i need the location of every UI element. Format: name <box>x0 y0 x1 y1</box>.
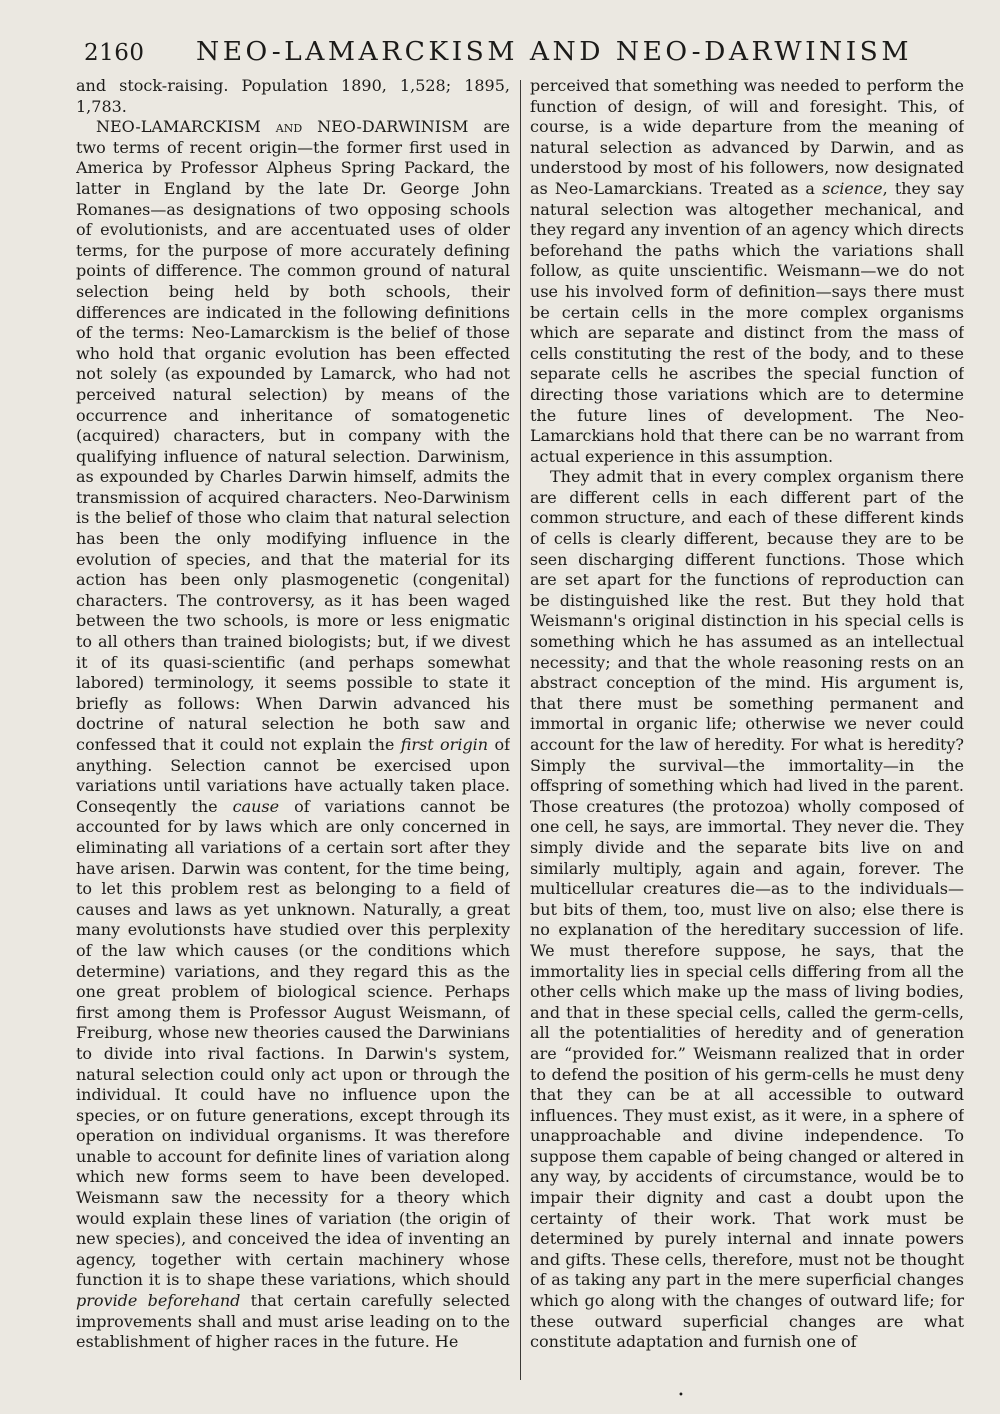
entry-headword-2: NEO-DARWINISM <box>317 117 469 137</box>
print-speck: • <box>678 1390 684 1401</box>
body-text: , they say natural selection was altogether mechanical, and they regard any invention of an agency which directs beforehand the paths which the variations shall follow, as quite unscientific. Weismann—we do not use his involved form of definition—says there must be certain cells in the more complex organisms which are separate and distinct from the mass of cells constituting the rest of the body, and to these separate cells he ascribes the special function of directing those variations which are to determine the future lines of development. The Neo-Lamarckians hold that there can be no warrant from actual experience in this assumption. <box>530 178 964 466</box>
entry-headword: NEO-LAMARCKISM <box>96 117 261 137</box>
italic-text: first origin <box>400 735 489 754</box>
entry-headword-joiner: and <box>275 117 303 137</box>
page-header <box>84 36 912 70</box>
right-column <box>530 76 964 1406</box>
body-text: of anything. Selection cannot be exercised upon variations until variations have actually taken place. Conseqently the <box>76 735 510 816</box>
entry-paragraph <box>76 117 510 1353</box>
italic-text: science <box>822 178 883 198</box>
italic-text: cause <box>232 796 280 816</box>
column-divider <box>520 80 521 1380</box>
body-text: are two terms of recent origin—the former first used in America by Professor Alpheus Spring Packard, the latter in England by the late Dr. George John Romanes—as designations of two opposing schools of evolutionists, and are accentuated uses of older terms, for the purpose of more accurately defining points of difference. The common ground of natural selection being held by both schools, their differences are indicated in the following definitions of the terms: Neo-Lamarckism is the belief of those who hold that organic evolution has been effected not solely (as expounded by Lamarck, who had not perceived natural selection) by means of the occurrence and inheritance of somatogenetic (acquired) characters, but in company with the qualifying influence of natural selection. Darwinism, as expounded by Charles Darwin himself, admits the transmission of acquired characters. Neo-Darwinism is the belief of those who claim that natural selection has been the only modifying influence in the evolution of species, and that the material for its action has been only plasmogenetic (congenital) characters. The controversy, as it has been waged between the two schools, is more or less enigmatic to all others than trained biologists; but, if we divest it of its quasi-scientific (and perhaps somewhat labored) terminology, it seems possible to state it briefly as follows: When Darwin advanced his doctrine of natural selection he both saw and confessed that it could not explain the <box>76 117 510 754</box>
continued-paragraph: and stock-raising. Population 1890, 1,528; 1895, 1,783. <box>76 76 510 116</box>
page-number: 2160 <box>84 40 145 66</box>
body-paragraph: They admit that in every complex organism there are different cells in each different part of the common structure, and each of these different kinds of cells is clearly different, because they are to be seen discharging different functions. Those which are set apart for the functions of reproduction can be distinguished like the rest. But they hold that Weismann's original distinction in his special cells is something which he has assumed as an intellectual necessity; and that the whole reasoning rests on an abstract conception of the mind. His argument is, that there must be something permanent and immortal in organic life; otherwise we never could account for the law of heredity. For what is heredity? Simply the survival—the immortality—in the offspring of something which had lived in the parent. Those creatures (the protozoa) wholly composed of one cell, he says, are immortal. They never die. They simply divide and the separate bits live on and similarly multiply, again and again, forever. The multicellular creatures die—as to the individuals—but bits of them, too, must live on also; else there is no explanation of the hereditary succession of life. We must therefore suppose, he says, that the immortality lies in special cells differing from all the other cells which make up the mass of living bodies, and that in these special cells, called the germ-cells, all the potentialities of heredity and of generation are “provided for.” Weismann realized that in order to defend the position of his germ-cells he must deny that they can be at all accessible to outward influences. They must exist, as it were, in a sphere of unapproachable and divine independence. To suppose them capable of being changed or altered in any way, by accidents of circumstance, would be to impair their dignity and cast a doubt upon the certainty of their work. That work must be determined by purely internal and innate powers and gifts. These cells, therefore, must not be thought of as taking any part in the mere superficial changes which go along with the changes of outward life; for these outward superficial changes are what constitute adaptation and furnish one of <box>530 467 964 1352</box>
continued-paragraph <box>530 76 964 467</box>
italic-text: provide beforehand <box>76 1291 241 1311</box>
body-text: that certain carefully selected improvements shall and must arise leading on to the establishment of higher races in the future. He <box>76 1291 510 1352</box>
body-text: perceived that something was needed to perform the function of design, of will and foresight. This, of course, is a wide departure from the meaning of natural selection as advanced by Darwin, and as understood by most of his followers, now designated as Neo-Lamarckians. Treated as a <box>530 76 964 198</box>
body-text: of variations cannot be accounted for by laws which are only concerned in eliminating all variations of a certain sort after they have arisen. Darwin was content, for the time being, to let this problem rest as belonging to a field of causes and laws as yet unknown. Naturally, a great many evolutionsts have studied over this perplexity of the law which causes (or the conditions which determine) variations, and they regard this as the one great problem of biological science. Perhaps first among them is Professor August Weismann, of Freiburg, whose new theories caused the Darwinians to divide into rival factions. In Darwin's system, natural selection could only act upon or through the individual. It could have no influence upon the species, or on future generations, except through its operation on individual organisms. It was therefore unable to account for definite lines of variation along which new forms seem to have been developed. Weismann saw the necessity for a theory which would explain these lines of variation (the origin of new species), and conceived the idea of inventing an agency, together with certain machinery whose function it is to shape these variations, which should <box>76 796 510 1290</box>
running-head: NEO-LAMARCKISM AND NEO-DARWINISM <box>196 36 912 67</box>
left-column <box>76 76 510 1376</box>
